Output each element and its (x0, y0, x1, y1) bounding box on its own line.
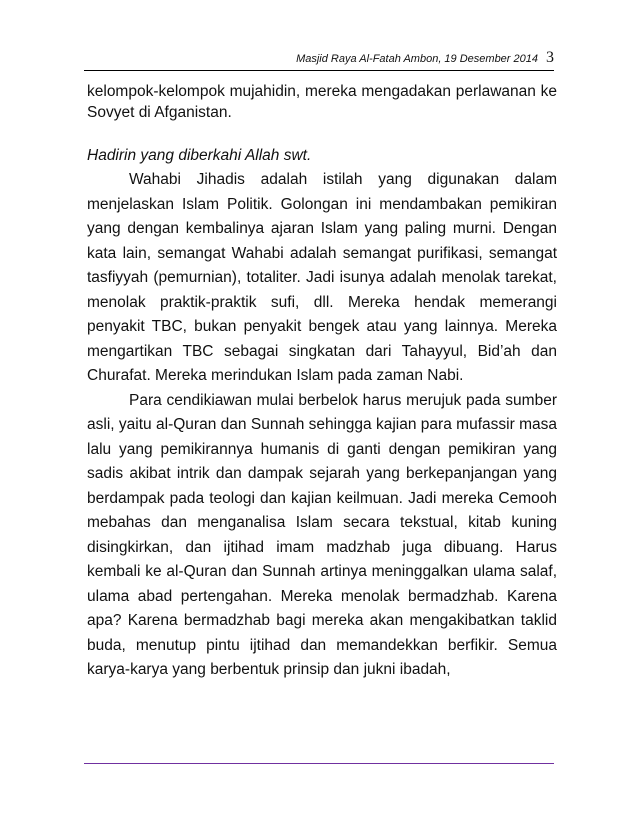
greeting-line: Hadirin yang diberkahi Allah swt. (87, 147, 312, 164)
page-body (87, 81, 557, 683)
footer-divider (84, 763, 554, 764)
paragraph-2: Para cendikiawan mulai berbelok harus merujuk pada sumber asli, yaitu al-Quran dan Sunnah sehingga kajian para mufassir masa lalu yang pemikirannya humanis di ganti dengan pemikiran yang sadis akibat intrik dan dampak sejarah yang berkepanjangan yang berdampak pada teologi dan kajian keilmuan. Jadi mereka Cemooh mebahas dan menganalisa Islam secara tekstual, kitab kuning disingkirkan, dan ijtihad imam madzhab juga dibuang. Harus kembali ke al-Quran dan Sunnah artinya meninggalkan ulama salaf, ulama abad pertengahan. Mereka menolak bermadzhab. Karena apa? Karena bermadzhab bagi mereka akan mengakibatkan taklid buda, menutup pintu ijtihad dan memandekkan berfikir. Semua karya-karya yang berbentuk prinsip dan jukni ibadah, (87, 391, 557, 678)
running-title: Masjid Raya Al-Fatah Ambon, 19 Desember 2014 (296, 53, 538, 65)
paragraph-1: Wahabi Jihadis adalah istilah yang digunakan dalam menjelaskan Islam Politik. Golongan ini mendambakan pemikiran yang dengan kembalinya ajaran Islam yang paling murni. Dengan kata lain, semangat Wahabi adalah semangat purifikasi, semangat tasfiyyah (pemurnian), totaliter. Jadi isunya adalah menolak tarekat, menolak praktik-praktik sufi, dll. Mereka hendak memerangi penyakit TBC, bukan penyakit bengek atau yang lainnya. Mereka mengartikan TBC sebagai singkatan dari Tahayyul, Bid’ah dan Churafat. Mereka merindukan Islam pada zaman Nabi. (87, 171, 557, 384)
page-number: 3 (546, 49, 554, 66)
intro-paragraph: kelompok-kelompok mujahidin, mereka mengadakan perlawanan ke Sovyet di Afganistan. (87, 83, 557, 121)
page-header (84, 44, 554, 71)
